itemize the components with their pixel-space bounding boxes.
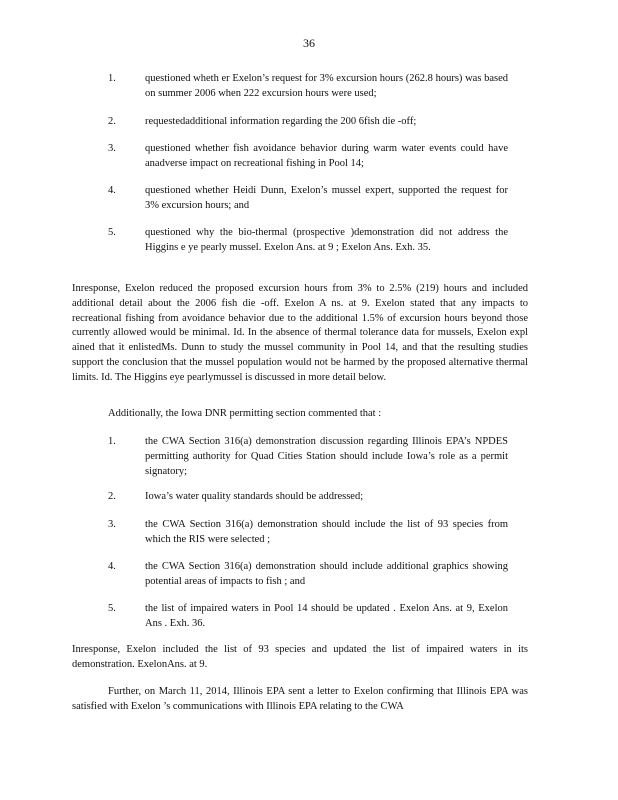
list-item-number: 3.	[108, 143, 116, 154]
response-paragraph-one: Inresponse, Exelon reduced the proposed excursion hours from 3% to 2.5% (219) hours and included additional detail about the 2006 fish die -off. Exelon A ns. at 9. Exelon stated that any impacts to recreational fishing from avoidance behavior due to the additional 1.5% of excursion hours beyond those currently allowed would be minimal. Id. In the absence of thermal tolerance data for mussels, Exelon expl ained that it enlistedMs. Dunn to study the mussel community in Pool 14, and that the resulting studies support the conclusion that the mussel population would not be harmed by the proposed alternative thermal limits. Id. The Higgins eye pearlymussel is discussed in more detail below.	[72, 283, 528, 383]
list-item-text: questioned whether fish avoidance behavior during warm water events could have anadverse impact on recreational fishing in Pool 14;	[145, 143, 508, 169]
list-item-text: questioned wheth er Exelon’s request for 3% excursion hours (262.8 hours) was based on summer 2006 when 222 excursion hours were used;	[145, 73, 508, 99]
list-item-number: 3.	[108, 519, 116, 530]
list-one-item-3	[108, 141, 508, 171]
list-item-text: requestedadditional information regarding the 200 6fish die -off;	[145, 116, 417, 127]
list-item-text: the CWA Section 316(a) demonstration should include the list of 93 species from which the RIS were selected ;	[145, 519, 508, 545]
list-item-text: questioned why the bio-thermal (prospective )demonstration did not address the Higgins e ye pearly mussel. Exelon Ans. at 9 ; Exelon Ans. Exh. 35.	[145, 227, 508, 253]
list-item-number: 5.	[108, 603, 116, 614]
list-item-text: the CWA Section 316(a) demonstration should include additional graphics showing potential areas of impacts to fish ; and	[145, 561, 508, 587]
list-two-item-4	[108, 559, 508, 589]
response-paragraph-two: Inresponse, Exelon included the list of 93 species and updated the list of impaired waters in its demonstration. ExelonAns. at 9.	[72, 644, 528, 670]
list-item-number: 1.	[108, 436, 116, 447]
list-item-number: 2.	[108, 491, 116, 502]
list-item-text: the list of impaired waters in Pool 14 should be updated . Exelon Ans. at 9, Exelon Ans . Exh. 36.	[145, 603, 508, 629]
list-two-item-2	[108, 489, 508, 504]
list-item-number: 4.	[108, 185, 116, 196]
list-one-item-5	[108, 225, 508, 255]
page-number: 36	[303, 36, 315, 50]
list-item-number: 4.	[108, 561, 116, 572]
list-two-item-3	[108, 517, 508, 547]
list-item-number: 5.	[108, 227, 116, 238]
list-item-text: questioned whether Heidi Dunn, Exelon’s mussel expert, supported the request for 3% excursion hours; and	[145, 185, 508, 211]
iowa-dnr-intro: Additionally, the Iowa DNR permitting section commented that :	[108, 408, 382, 419]
list-two-item-1	[108, 434, 508, 479]
list-one-item-1	[108, 71, 508, 101]
list-item-text: the CWA Section 316(a) demonstration discussion regarding Illinois EPA’s NPDES permitting authority for Quad Cities Station should include Iowa’s role as a permit signatory;	[145, 436, 508, 477]
list-item-number: 2.	[108, 116, 116, 127]
list-two-item-5	[108, 601, 508, 631]
list-item-text: Iowa’s water quality standards should be addressed;	[145, 491, 364, 502]
further-paragraph-text: Further, on March 11, 2014, Illinois EPA sent a letter to Exelon confirming that Illinois EPA was satisfied with Exelon ’s communications with Illinois EPA relating to the CWA	[72, 686, 528, 712]
list-one-item-4	[108, 183, 508, 213]
list-item-number: 1.	[108, 73, 116, 84]
further-paragraph	[72, 685, 528, 715]
list-one-item-2	[108, 114, 508, 129]
